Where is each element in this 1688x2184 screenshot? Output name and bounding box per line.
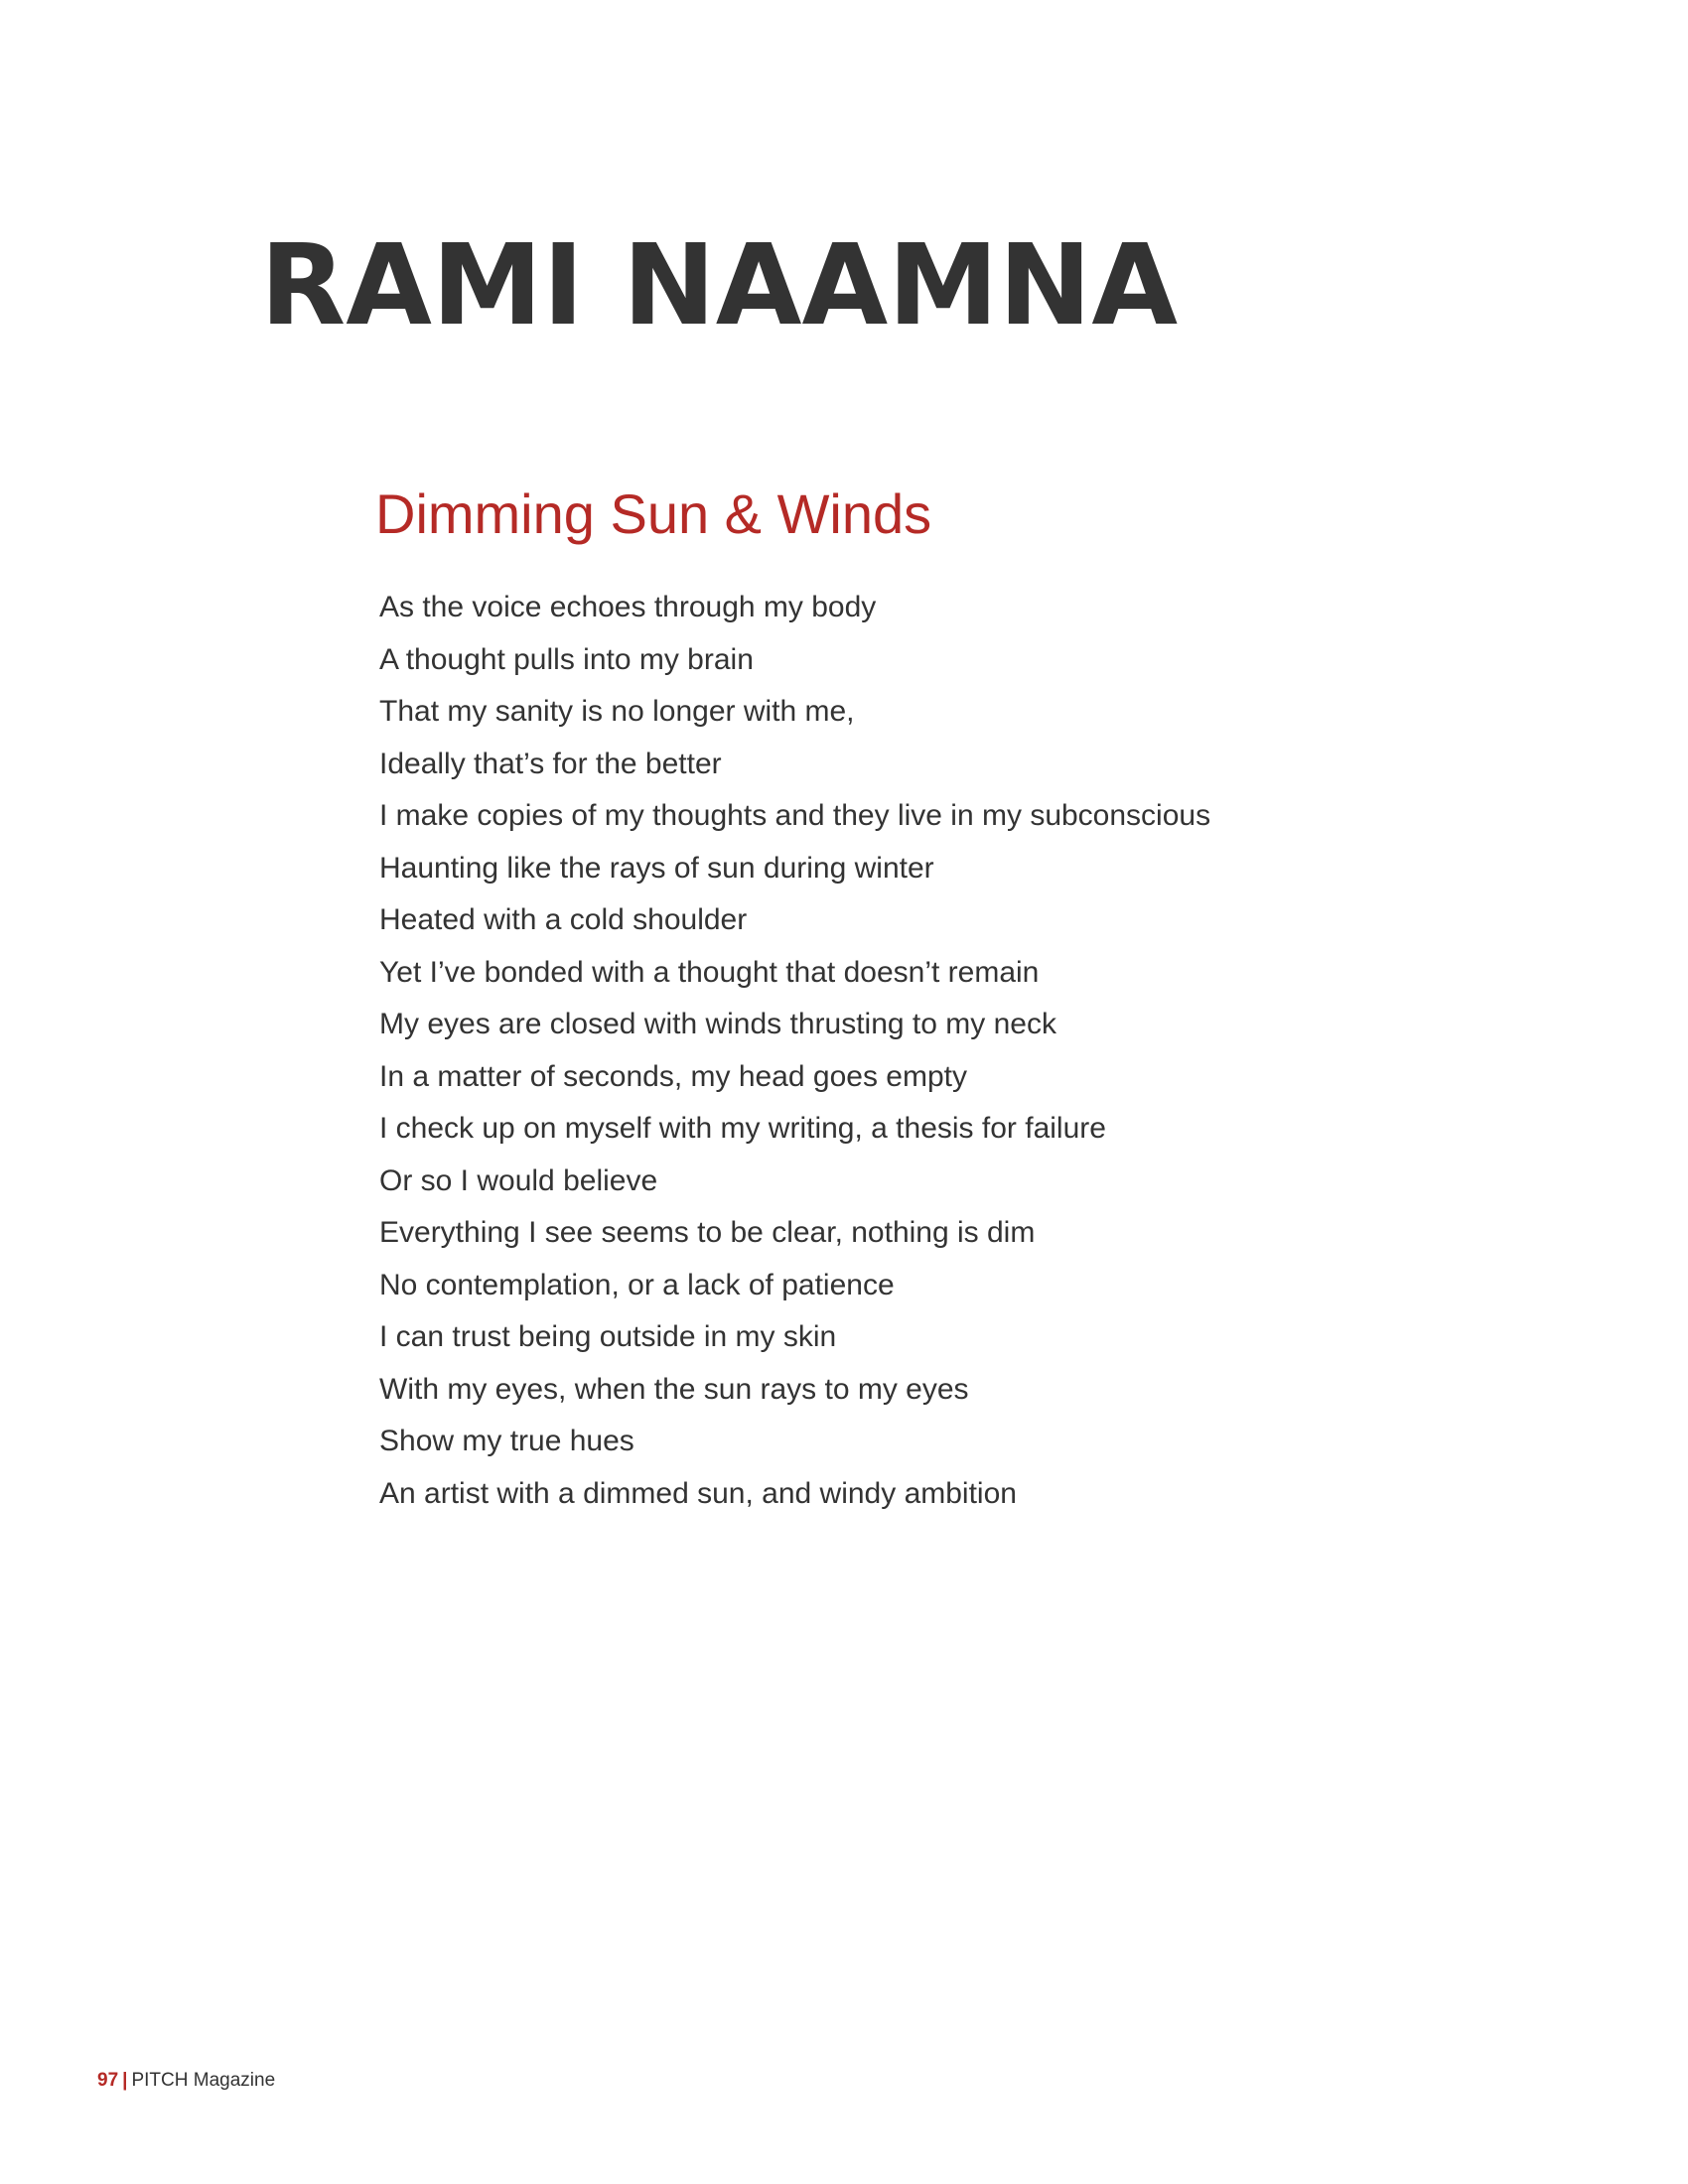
poem-line: With my eyes, when the sun rays to my eyes [379,1372,969,1406]
poem-line: In a matter of seconds, my head goes empty [379,1059,967,1093]
poem-line: My eyes are closed with winds thrusting to my neck [379,1008,1056,1040]
poem-body [379,582,1210,1520]
page-footer [97,2069,275,2093]
footer-separator: | [122,2070,128,2091]
poem-line: I check up on myself with my writing, a thesis for failure [379,1112,1106,1145]
poem-line: Show my true hues [379,1425,634,1457]
poem-line: No contemplation, or a lack of patience [379,1268,895,1301]
poem-line: Everything I see seems to be clear, nothing is dim [379,1216,1036,1249]
poem-line: Haunting like the rays of sun during winter [379,851,934,885]
poem-line: Ideally that’s for the better [379,747,722,780]
poem-title: Dimming Sun & Winds [375,482,932,545]
poem-line: An artist with a dimmed sun, and windy ambition [379,1476,1017,1510]
publication-name: PITCH Magazine [131,2070,276,2091]
poem-line: Or so I would believe [379,1163,658,1197]
poem-line: I can trust being outside in my skin [379,1320,837,1353]
poem-line: Yet I’ve bonded with a thought that doesn’t remain [379,955,1040,989]
poem-line: A thought pulls into my brain [379,642,754,676]
author-name: RAMI NAAMNA [260,221,1178,350]
poem-line: I make copies of my thoughts and they live in my subconscious [379,799,1211,832]
page-number: 97 [97,2070,119,2091]
poem-line: As the voice echoes through my body [379,591,877,623]
poem-line: Heated with a cold shoulder [379,903,748,936]
poem-line: That my sanity is no longer with me, [379,695,855,728]
